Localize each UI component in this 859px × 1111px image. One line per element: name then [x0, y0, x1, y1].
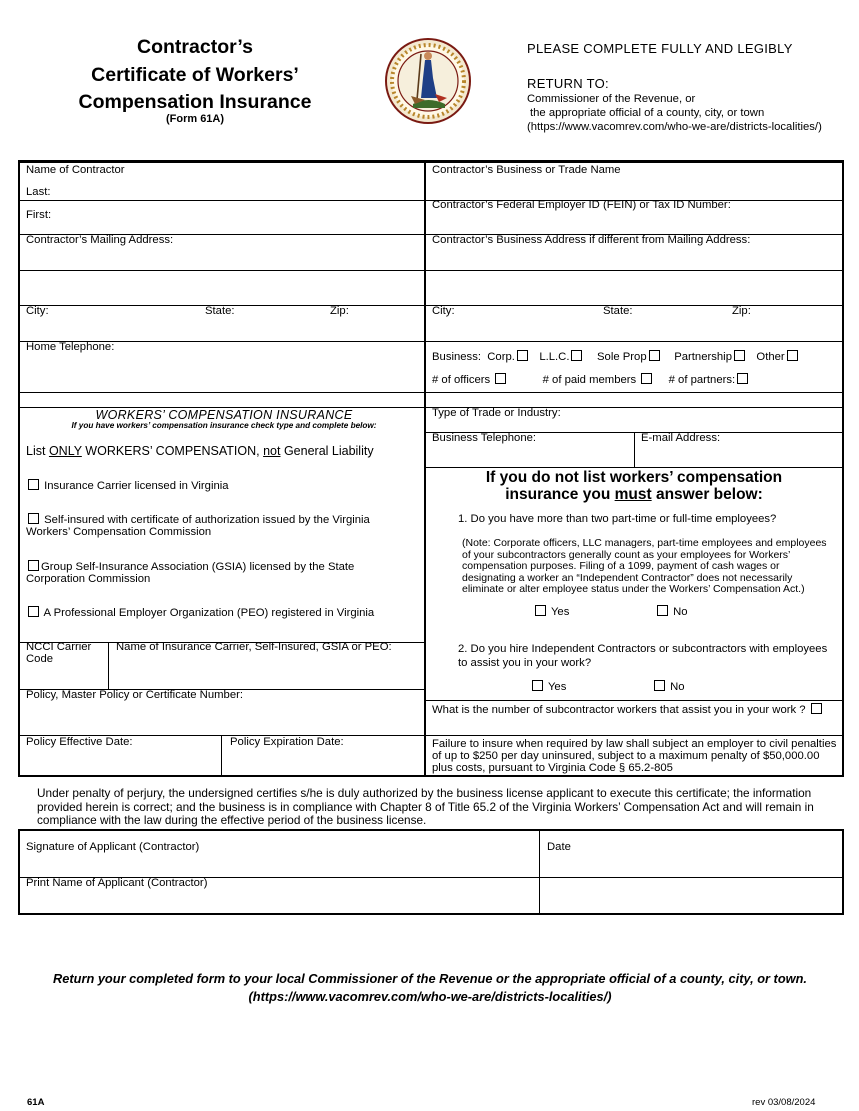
option-insurance-carrier[interactable] — [26, 479, 416, 492]
checkbox-icon[interactable] — [532, 680, 543, 691]
address-line-2: the appropriate official of a county, city, or town — [530, 107, 765, 119]
checkbox-other[interactable] — [787, 350, 798, 361]
mailing-zip-field[interactable]: Zip: — [330, 305, 349, 317]
address-line-1: Commissioner of the Revenue, or — [527, 93, 696, 105]
list-only-wc-instruction — [26, 444, 374, 458]
checkbox-icon[interactable] — [28, 479, 39, 490]
list-suffix: General Liability — [280, 444, 374, 458]
email-address-field[interactable]: E-mail Address: — [641, 432, 721, 444]
wc-heading: WORKERS’ COMPENSATION INSURANCE — [95, 408, 353, 422]
checkbox-sole-prop[interactable] — [649, 350, 660, 361]
address-line-3: (https://www.vacomrev.com/who-we-are/districts-localities/) — [527, 121, 822, 133]
question-1: 1. Do you have more than two part-time or full-time employees? — [458, 513, 777, 525]
mailing-address-field[interactable]: Contractor’s Mailing Address: — [26, 234, 174, 246]
list-not-emphasis: not — [263, 444, 281, 458]
list-prefix: List — [26, 444, 49, 458]
failure-to-insure-notice: Failure to insure when required by law shall subject an employer to civil penalties of up to $250 per day uninsured, subject to a maximum penalty of $50,000.00 plus costs, pursuant to Virginia Code § 65.2-805 — [432, 738, 837, 774]
business-name-field[interactable]: Contractor’s Business or Trade Name — [432, 164, 621, 176]
no-label: No — [673, 606, 688, 618]
policy-number-field[interactable]: Policy, Master Policy or Certificate Number: — [26, 689, 244, 701]
checkbox-llc[interactable] — [571, 350, 582, 361]
checkbox-icon[interactable] — [654, 680, 665, 691]
return-to-label: RETURN TO: — [527, 76, 609, 91]
business-state-field[interactable]: State: — [603, 305, 633, 317]
mailing-address-line-2[interactable] — [20, 271, 424, 304]
checkbox-paid-members[interactable] — [641, 373, 652, 384]
business-type-partnership-label: Partnership — [674, 351, 732, 363]
must-answer-heading — [428, 469, 840, 503]
must-heading-line-1: If you do not list workers’ compensation — [485, 469, 783, 486]
checkbox-icon[interactable] — [535, 605, 546, 616]
business-type-llc-label: L.L.C. — [539, 351, 570, 363]
business-type-other-label: Other — [756, 351, 785, 363]
business-city-field[interactable]: City: — [432, 305, 455, 317]
checkbox-officers[interactable] — [495, 373, 506, 384]
policy-effective-date-field[interactable]: Policy Effective Date: — [26, 736, 133, 748]
wc-subheading: If you have workers’ compensation insurance check type and complete below: — [71, 421, 377, 430]
member-count-row — [432, 373, 750, 386]
business-telephone-field[interactable]: Business Telephone: — [432, 432, 537, 444]
list-only-emphasis: ONLY — [48, 444, 82, 458]
title-line-1: Contractor’s — [137, 36, 253, 58]
list-mid: WORKERS’ COMPENSATION, — [81, 444, 264, 458]
must-heading-line-2: insurance you must answer below: — [505, 486, 763, 503]
name-of-contractor-label: Name of Contractor — [26, 164, 125, 176]
trade-industry-field[interactable]: Type of Trade or Industry: — [432, 407, 561, 419]
option-label: A Professional Employer Organization (PEO) registered in Virginia — [43, 607, 375, 619]
footer-return-instructions — [20, 970, 840, 1006]
last-name-field[interactable]: Last: — [26, 186, 51, 198]
mailing-city-field[interactable]: City: — [26, 305, 49, 317]
footer-url-line: (https://www.vacomrev.com/who-we-are/districts-localities/) — [248, 989, 612, 1004]
carrier-name-field[interactable]: Name of Insurance Carrier, Self-Insured, GSIA or PEO: — [116, 641, 392, 653]
checkbox-icon[interactable] — [811, 703, 822, 714]
business-address-line-2[interactable] — [427, 271, 841, 304]
q2-yes-option[interactable] — [530, 680, 566, 693]
no-label: No — [670, 681, 685, 693]
virginia-seal-icon — [385, 38, 471, 124]
business-zip-field[interactable]: Zip: — [732, 305, 751, 317]
checkbox-partnership[interactable] — [734, 350, 745, 361]
business-address-field[interactable]: Contractor’s Business Address if different from Mailing Address: — [432, 234, 751, 246]
home-telephone-field[interactable]: Home Telephone: — [26, 341, 115, 353]
form-number: (Form 61A) — [165, 113, 225, 125]
yes-label: Yes — [550, 606, 570, 618]
form-title — [30, 34, 360, 117]
revision-date: rev 03/08/2024 — [752, 1097, 816, 1108]
option-label: Insurance Carrier licensed in Virginia — [44, 480, 229, 492]
business-type-row — [432, 350, 800, 363]
print-name-date-cell[interactable] — [541, 879, 841, 912]
date-field[interactable]: Date — [547, 841, 571, 853]
q1-yes-option[interactable] — [533, 605, 569, 618]
business-type-corp-label: Corp. — [487, 351, 515, 363]
fein-field[interactable]: Contractor’s Federal Employer ID (FEIN) or Tax ID Number: — [432, 199, 731, 211]
business-type-sole-prop-label: Sole Prop — [597, 351, 647, 363]
question-2: 2. Do you hire Independent Contractors or subcontractors with employees to assist you in your work? — [458, 643, 828, 669]
business-type-label: Business: — [432, 351, 481, 363]
option-peo[interactable] — [26, 606, 421, 619]
mailing-state-field[interactable]: State: — [205, 305, 235, 317]
title-line-2: Certificate of Workers’ — [91, 63, 299, 86]
checkbox-icon[interactable] — [657, 605, 668, 616]
first-name-field[interactable]: First: — [26, 209, 52, 221]
ncci-carrier-code-field[interactable]: NCCI Carrier Code — [26, 641, 92, 665]
checkbox-partners[interactable] — [737, 373, 748, 384]
checkbox-corp[interactable] — [517, 350, 528, 361]
q2-no-option[interactable] — [652, 680, 685, 693]
subcontractor-workers-label: What is the number of subcontractor workers that assist you in your work ? — [432, 704, 806, 716]
partners-label: # of partners: — [668, 374, 736, 386]
q1-no-option[interactable] — [655, 605, 688, 618]
yes-label: Yes — [547, 681, 567, 693]
question-1-note: (Note: Corporate officers, LLC managers, part-time employees and employees of your subcontractors generally count as your employees for Workers’ compensation purposes. Filing of a 1099, payment of cash wages or designating a worker an “Independent Contractor” does not necessarily eliminate or alter employee status under the Workers’ Compensation Act.) — [462, 537, 827, 595]
option-self-insured[interactable] — [26, 513, 416, 538]
signature-field[interactable]: Signature of Applicant (Contractor) — [26, 841, 200, 853]
option-gsia[interactable] — [26, 560, 416, 585]
instruction-text: PLEASE COMPLETE FULLY AND LEGIBLY — [527, 41, 793, 56]
checkbox-icon[interactable] — [28, 606, 39, 617]
officers-label: # of officers — [432, 374, 491, 386]
print-name-field[interactable]: Print Name of Applicant (Contractor) — [26, 877, 208, 889]
policy-expiration-date-field[interactable]: Policy Expiration Date: — [230, 736, 344, 748]
subcontractor-workers-question[interactable] — [432, 703, 832, 716]
title-line-3: Compensation Insurance — [78, 91, 312, 113]
paid-members-label: # of paid members — [542, 374, 637, 386]
checkbox-icon[interactable] — [28, 560, 39, 571]
checkbox-icon[interactable] — [28, 513, 39, 524]
footer-return-line: Return your completed form to your local Commissioner of the Revenue or the appropriate official of a county, city, or town. — [53, 971, 807, 986]
wc-heading-block — [24, 408, 424, 430]
must-emphasis: must — [614, 486, 652, 503]
option-label: Group Self-Insurance Association (GSIA) licensed by the State Corporation Commission — [26, 561, 355, 585]
option-label: Self-insured with certificate of authorization issued by the Virginia Workers’ Compensation Commission — [26, 514, 370, 538]
form-code: 61A — [27, 1097, 45, 1108]
certification-statement: Under penalty of perjury, the undersigned certifies s/he is duly authorized by the business license applicant to execute this certificate; the information provided herein is correct; and the business is in compliance with Chapter 8 of Title 65.2 of the Virginia Workers’ Compensation Act and will remain in compliance with the law during the effective period of the business license. — [37, 786, 814, 827]
